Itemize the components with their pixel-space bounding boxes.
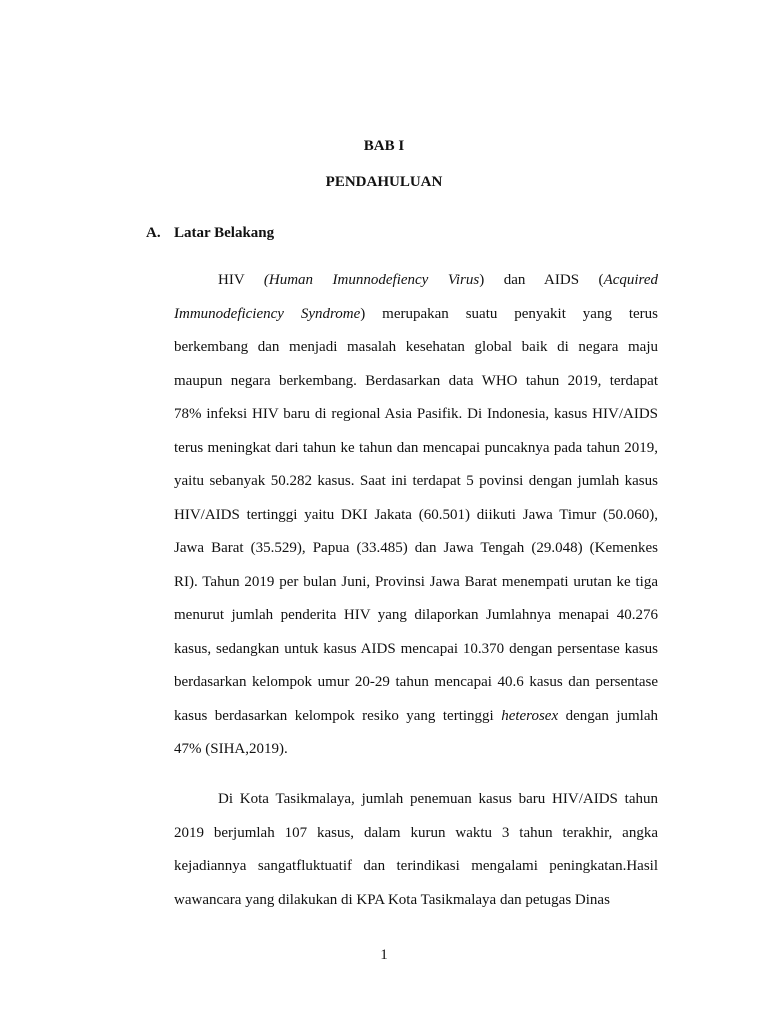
paragraph-2-line-2: 2019 berjumlah 107 kasus, dalam kurun waktu 3 tahun terakhir, angka <box>174 824 658 841</box>
text-acquired: Acquired <box>603 272 658 288</box>
paragraph-1-line-8: HIV/AIDS tertinggi yaitu DKI Jakata (60.501) diikuti Jawa Timur (50.060), <box>174 506 658 523</box>
paragraph-1-line-14 <box>174 700 658 734</box>
paragraph-1 <box>174 264 658 767</box>
paragraph-1-line-12: kasus, sedangkan untuk kasus AIDS mencapai 10.370 dengan persentase kasus <box>174 640 658 657</box>
text-dan-aids: ) dan AIDS ( <box>479 272 604 288</box>
paragraph-2-line-3: kejadiannya sangatfluktuatif dan terindikasi mengalami peningkatan.Hasil <box>174 858 658 874</box>
paragraph-1-line-2 <box>174 298 658 332</box>
text-line-2-rest: ) merupakan suatu penyakit yang terus <box>360 305 658 322</box>
chapter-heading: BAB I <box>363 138 405 154</box>
paragraph-1-line-1 <box>174 264 658 298</box>
paragraph-1-line-6: terus meningkat dari tahun ke tahun dan mencapai puncaknya pada tahun 2019, <box>174 439 658 456</box>
section-heading <box>146 224 274 242</box>
text-line-14-start: kasus berdasarkan kelompok resiko yang tertinggi <box>174 707 502 724</box>
paragraph-1-line-13: berdasarkan kelompok umur 20-29 tahun mencapai 40.6 kasus dan persentase <box>174 674 658 690</box>
text-line-14-end: dengan jumlah <box>558 707 659 724</box>
chapter-title: PENDAHULUAN <box>325 174 443 190</box>
paragraph-2 <box>174 783 658 917</box>
paragraph-1-line-7: yaitu sebanyak 50.282 kasus. Saat ini terdapat 5 povinsi dengan jumlah kasus <box>174 473 658 489</box>
paragraph-1-line-5: 78% infeksi HIV baru di regional Asia Pasifik. Di Indonesia, kasus HIV/AIDS <box>174 406 658 422</box>
section-title-text: Latar Belakang <box>174 225 275 241</box>
text-hiv-definition: (Human Imunnodefiency Virus <box>263 272 480 288</box>
text-hiv: HIV <box>218 272 264 288</box>
section-letter: A. <box>146 225 161 241</box>
paragraph-1-line-9: Jawa Barat (35.529), Papua (33.485) dan Jawa Tengah (29.048) (Kemenkes <box>174 540 658 556</box>
paragraph-1-line-4: maupun negara berkembang. Berdasarkan data WHO tahun 2019, terdapat <box>174 372 658 389</box>
paragraph-2-line-1: Di Kota Tasikmalaya, jumlah penemuan kasus baru HIV/AIDS tahun <box>218 791 658 807</box>
paragraph-1-line-3: berkembang dan menjadi masalah kesehatan global baik di negara maju <box>174 339 658 355</box>
text-immunodeficiency-syndrome: Immunodeficiency Syndrome <box>174 305 361 322</box>
paragraph-1-line-15: 47% (SIHA,2019). <box>174 741 288 757</box>
paragraph-2-line-4: wawancara yang dilakukan di KPA Kota Tasikmalaya dan petugas Dinas <box>174 891 610 908</box>
paragraph-1-line-11: menurut jumlah penderita HIV yang dilaporkan Jumlahnya menapai 40.276 <box>174 607 658 623</box>
text-heterosex: heterosex <box>501 707 559 724</box>
page-number: 1 <box>380 947 388 963</box>
paragraph-1-line-10: RI). Tahun 2019 per bulan Juni, Provinsi Jawa Barat menempati urutan ke tiga <box>174 573 658 590</box>
